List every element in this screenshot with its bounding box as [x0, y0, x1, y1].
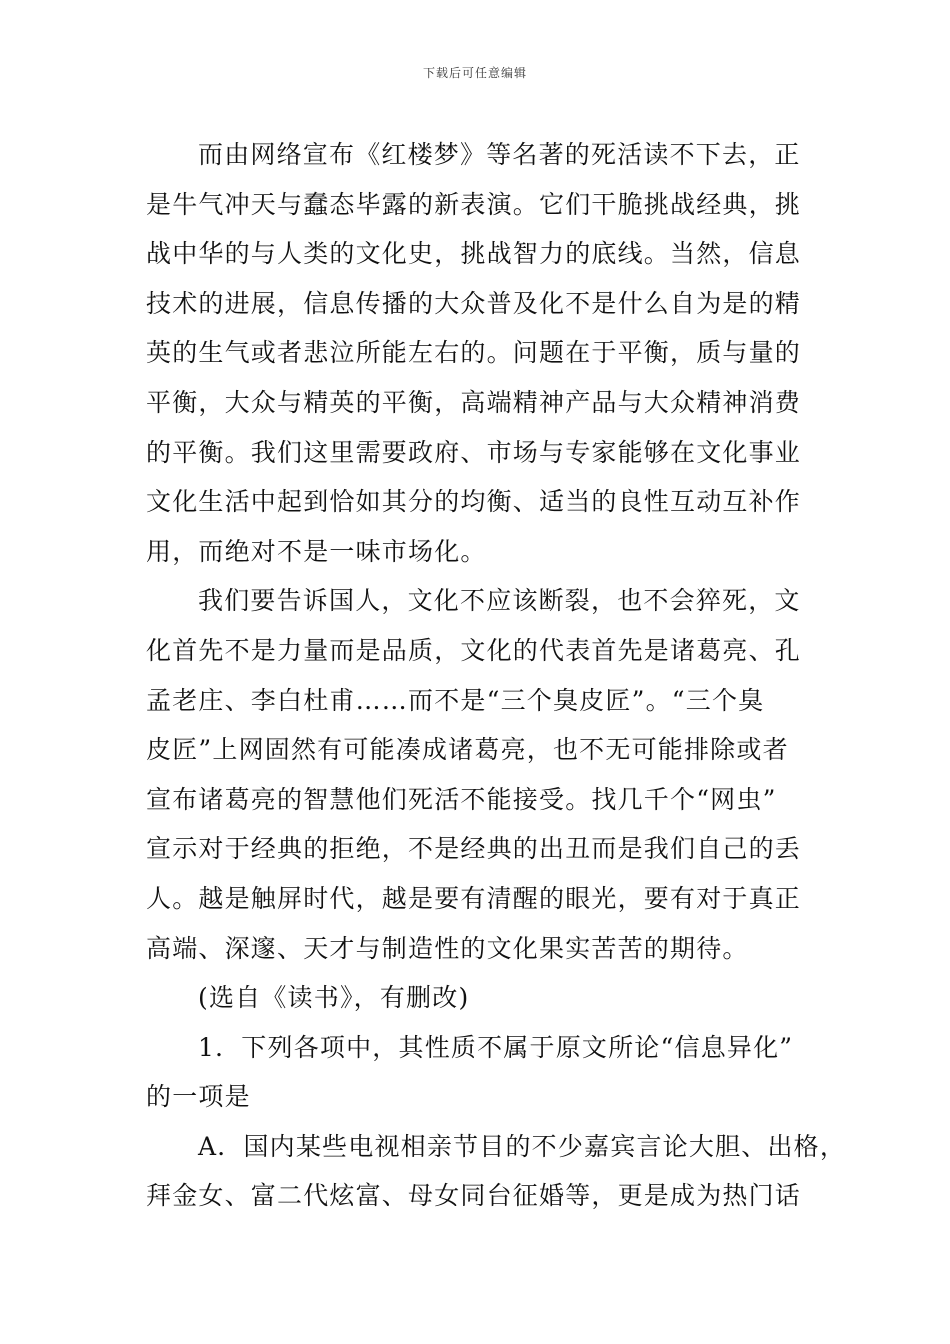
paragraph-line: 我们要告诉国人，文化不应该断裂，也不会猝死，文 — [198, 586, 801, 616]
paragraph-line: 英的生气或者悲泣所能左右的。问题在于平衡，质与量的 — [146, 338, 802, 368]
paragraph-line: 宣示对于经典的拒绝，不是经典的出丑而是我们自己的丢 — [146, 834, 802, 864]
answer-option-a: A．国内某些电视相亲节目的不少嘉宾言论大胆、出格， — [198, 1131, 847, 1161]
document-body — [146, 130, 847, 1221]
page-header: 下载后可任意编辑 — [422, 66, 527, 80]
paragraph-line: 而由网络宣布《红楼梦》等名著的死活读不下去，正 — [198, 140, 801, 169]
paragraph-line: 技术的进展，信息传播的大众普及化不是什么自为是的精 — [146, 288, 802, 318]
paragraph-line: 平衡，大众与精英的平衡，高端精神产品与大众精神消费 — [146, 387, 802, 417]
source-citation: (选自《读书》，有删改) — [198, 983, 470, 1013]
question-stem: 的一项是 — [146, 1082, 251, 1112]
paragraph-line: 高端、深邃、天才与制造性的文化果实苦苦的期待。 — [146, 933, 749, 963]
paragraph-line: 文化生活中起到恰如其分的均衡、适当的良性互动互补作 — [146, 487, 802, 517]
paragraph-line: 用，而绝对不是一味市场化。 — [146, 536, 487, 566]
paragraph-line: 是牛气冲天与蠢态毕露的新表演。它们干脆挑战经典，挑 — [146, 189, 802, 219]
paragraph-line: 孟老庄、李白杜甫……而不是“三个臭皮匠”。“三个臭 — [146, 685, 765, 715]
paragraph-line: 宣布诸葛亮的智慧他们死活不能接受。找几千个“网虫” — [146, 784, 777, 814]
paragraph-line: 人。越是触屏时代，越是要有清醒的眼光，要有对于真正 — [146, 883, 802, 913]
paragraph-line: 战中华的与人类的文化史，挑战智力的底线。当然，信息 — [146, 239, 802, 269]
answer-option-a: 拜金女、富二代炫富、母女同台征婚等，更是成为热门话 — [146, 1181, 802, 1211]
paragraph-line: 皮匠”上网固然有可能凑成诸葛亮，也不无可能排除或者 — [146, 735, 789, 765]
paragraph-line: 化首先不是力量而是品质，文化的代表首先是诸葛亮、孔 — [146, 635, 802, 665]
question-stem: 1．下列各项中，其性质不属于原文所论“信息异化” — [198, 1032, 794, 1062]
paragraph-line: 的平衡。我们这里需要政府、市场与专家能够在文化事业 — [146, 437, 802, 467]
